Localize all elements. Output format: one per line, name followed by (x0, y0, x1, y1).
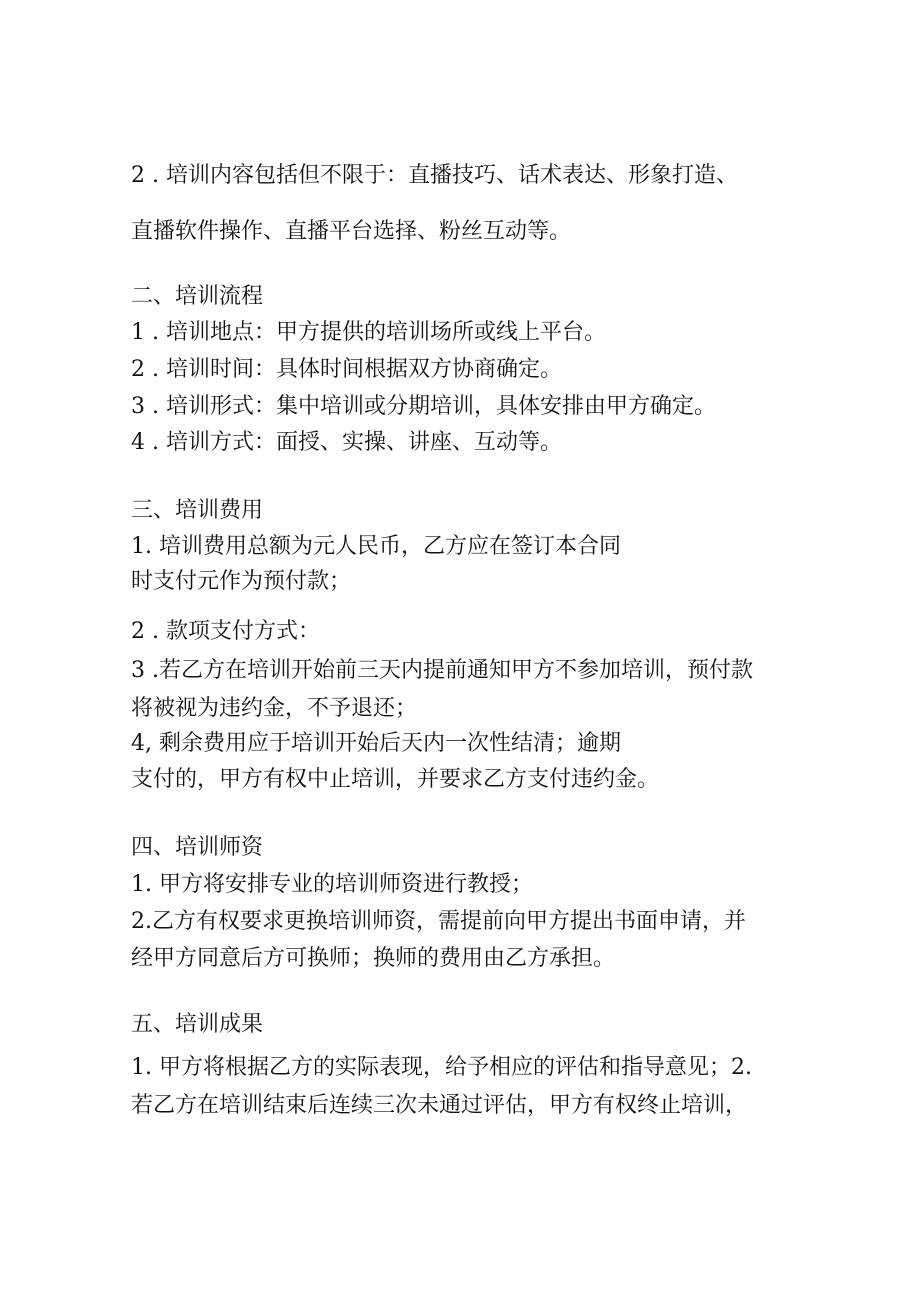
section-heading: 四、培训师资 (131, 835, 264, 860)
text-line: 1 . 培训地点：甲方提供的培训场所或线上平台。 (131, 320, 606, 345)
text-line: 1. 培训费用总额为元人民币，乙方应在签订本合同 (131, 534, 621, 559)
text-line: 1. 甲方将根据乙方的实际表现，给予相应的评估和指导意见；2. (131, 1055, 752, 1080)
text-line: 直播软件操作、直播平台选择、粉丝互动等。 (131, 219, 572, 244)
text-line: 时支付元作为预付款； (131, 569, 352, 594)
text-line: 4 . 培训方式：面授、实操、讲座、互动等。 (131, 430, 562, 455)
text-line: 经甲方同意后方可换师；换师的费用由乙方承担。 (131, 946, 616, 971)
text-line: 2 . 培训内容包括但不限于：直播技巧、话术表达、形象打造、 (131, 163, 738, 188)
text-line: 2 . 培训时间：具体时间根据双方协商确定。 (131, 357, 562, 382)
text-line: 1. 甲方将安排专业的培训师资进行教授； (131, 872, 533, 897)
section-heading: 三、培训费用 (131, 498, 264, 523)
text-line: 2 . 款项支付方式： (131, 619, 320, 644)
section-heading: 二、培训流程 (131, 284, 264, 309)
text-line: 4, 剩余费用应于培训开始后天内一次性结清；逾期 (131, 731, 621, 756)
text-line: 若乙方在培训结束后连续三次未通过评估，甲方有权终止培训， (131, 1093, 748, 1118)
text-line: 2.乙方有权要求更换培训师资，需提前向甲方提出书面申请，并 (131, 909, 746, 934)
text-line: 支付的，甲方有权中止培训，并要求乙方支付违约金。 (131, 767, 660, 792)
text-line: 3 .若乙方在培训开始前三天内提前通知甲方不参加培训，预付款 (131, 658, 753, 683)
text-line: 3 . 培训形式：集中培训或分期培训，具体安排由甲方确定。 (131, 394, 716, 419)
section-heading: 五、培训成果 (131, 1012, 264, 1037)
text-line: 将被视为违约金，不予退还； (131, 696, 418, 721)
